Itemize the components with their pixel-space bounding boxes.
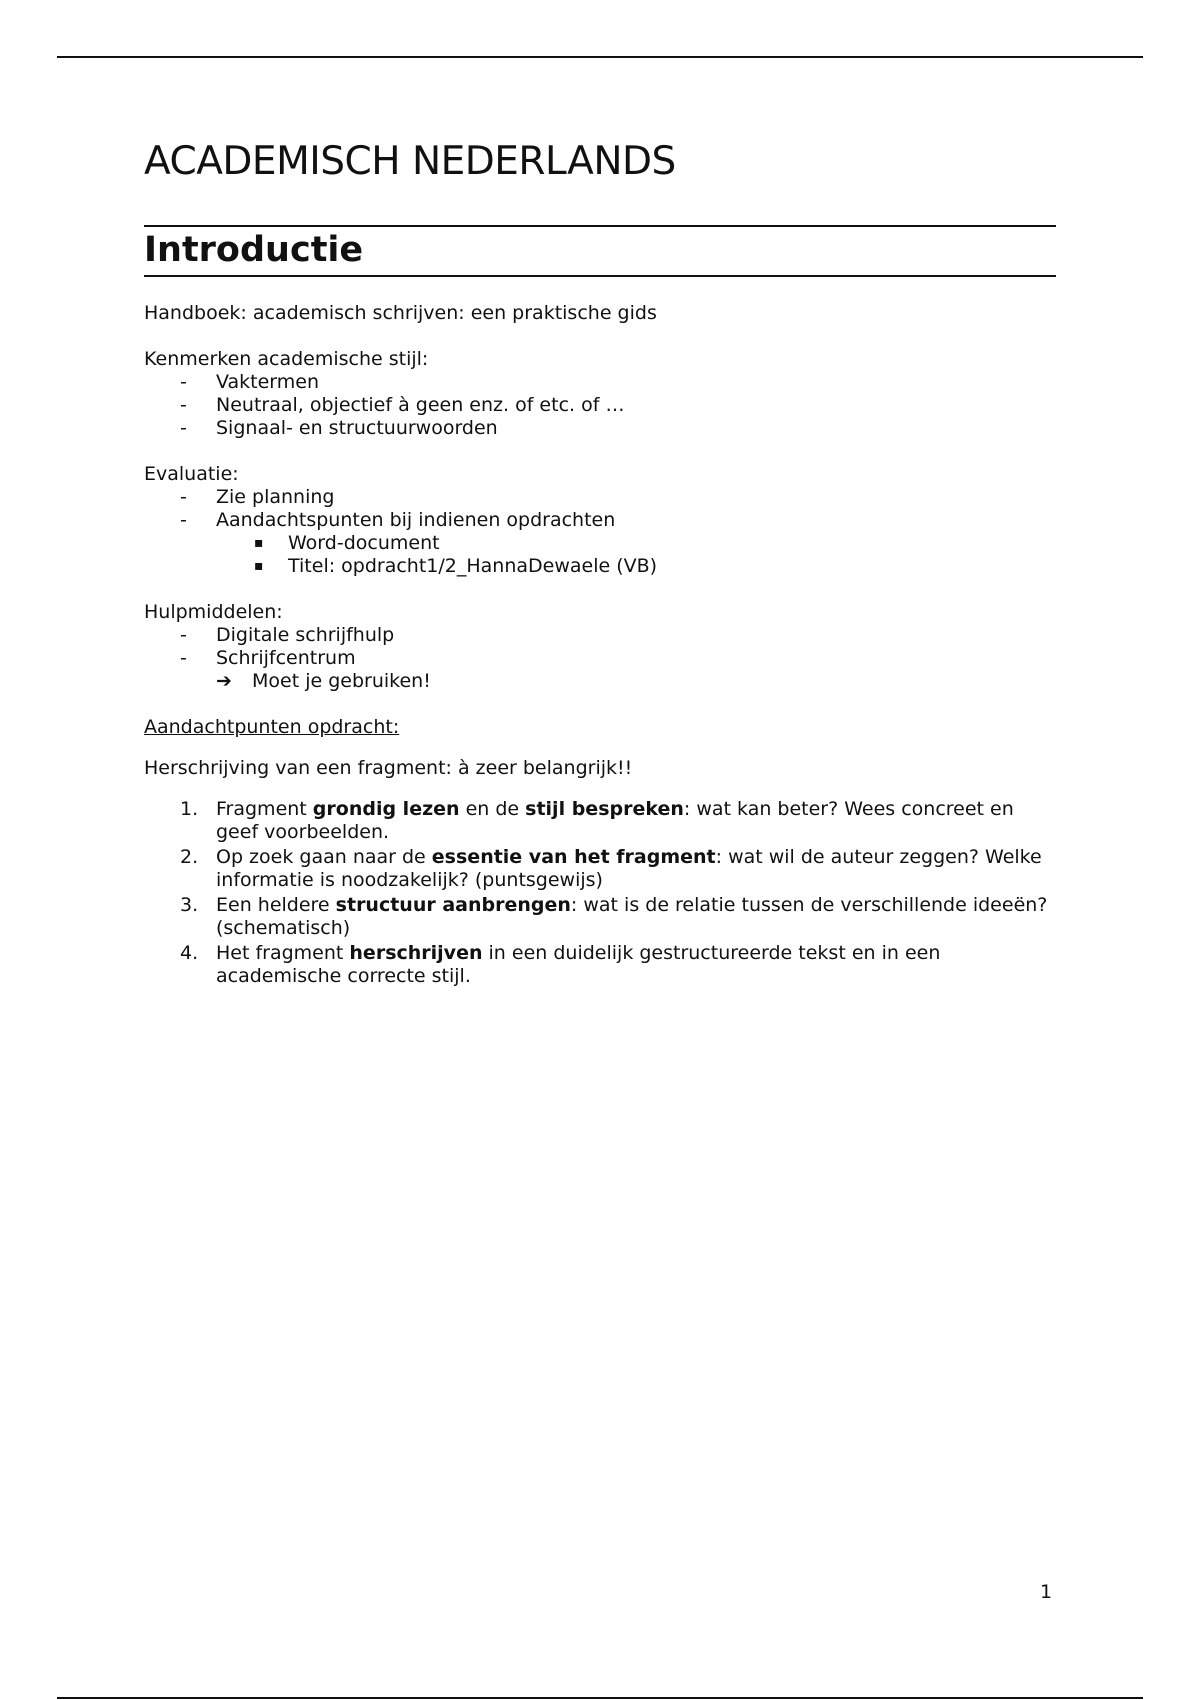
list-item [144, 532, 1056, 555]
hulpmiddelen-list [144, 624, 1056, 670]
list-item [144, 371, 1056, 394]
kenmerken-block [144, 348, 1056, 440]
evaluatie-list [144, 486, 1056, 532]
step-text: in een duidelijk gestructureerde tekst en in een academische correcte stijl. [216, 942, 941, 987]
dash-marker: - [180, 417, 187, 439]
arrow-note-text: Moet je gebruiken! [252, 670, 431, 692]
step-text: : wat kan beter? Wees concreet en geef voorbeelden. [216, 798, 1014, 843]
list-item-text: Word-document [288, 532, 440, 554]
list-item [144, 624, 1056, 647]
aandachtpunten-heading: Aandachtpunten opdracht: [144, 716, 400, 738]
herschrijving-line: Herschrijving van een fragment: à zeer belangrijk!! [144, 757, 633, 779]
list-item [144, 555, 1056, 578]
dash-marker: - [180, 394, 187, 416]
arrow-note [144, 670, 1056, 693]
footer-rule [57, 1697, 1143, 1699]
dash-marker: - [180, 624, 187, 646]
step-text: Een heldere [216, 894, 336, 916]
list-item-text: Signaal- en structuurwoorden [216, 417, 498, 439]
step-bold: stijl bespreken [525, 798, 684, 820]
step-number: 3. [180, 894, 199, 916]
section-heading: Introductie [144, 225, 1056, 277]
list-item [144, 417, 1056, 440]
list-item-text: Vaktermen [216, 371, 320, 393]
step-text: Fragment [216, 798, 313, 820]
step-number: 2. [180, 846, 199, 868]
evaluatie-label: Evaluatie: [144, 463, 239, 485]
square-bullet-icon: ▪ [254, 558, 264, 574]
step-bold: structuur aanbrengen [335, 894, 571, 916]
step-bold: herschrijven [349, 942, 483, 964]
list-item [144, 798, 1056, 844]
dash-marker: - [180, 486, 187, 508]
step-text: en de [459, 798, 526, 820]
list-item [144, 509, 1056, 532]
list-item-text: Aandachtspunten bij indienen opdrachten [216, 509, 616, 531]
list-item-text: Neutraal, objectief à geen enz. of etc. of … [216, 394, 625, 416]
step-text: : wat is de relatie tussen de verschillende ideeën? (schematisch) [216, 894, 1048, 939]
dash-marker: - [180, 509, 187, 531]
list-item [144, 394, 1056, 417]
list-item-text: Titel: opdracht1/2_HannaDewaele (VB) [288, 555, 658, 577]
step-bold: grondig lezen [312, 798, 460, 820]
step-number: 1. [180, 798, 199, 820]
list-item [144, 942, 1056, 988]
evaluatie-block [144, 463, 1056, 578]
step-text: Op zoek gaan naar de [216, 846, 432, 868]
list-item-text: Schrijfcentrum [216, 647, 356, 669]
dash-marker: - [180, 371, 187, 393]
document-title: ACADEMISCH NEDERLANDS [144, 139, 676, 184]
list-item [144, 486, 1056, 509]
page-number: 1 [1040, 1581, 1053, 1603]
list-item [144, 894, 1056, 940]
hulpmiddelen-block [144, 601, 1056, 693]
hulpmiddelen-label: Hulpmiddelen: [144, 601, 283, 623]
list-item [144, 647, 1056, 670]
step-text: : wat wil de auteur zeggen? Welke informatie is noodzakelijk? (puntsgewijs) [216, 846, 1042, 891]
step-bold: essentie van het fragment [431, 846, 716, 868]
handboek-line: Handboek: academisch schrijven: een praktische gids [144, 302, 657, 324]
step-text: Het fragment [216, 942, 350, 964]
list-item [144, 846, 1056, 892]
header-rule [57, 56, 1143, 58]
steps-list [144, 798, 1056, 988]
list-item-text: Zie planning [216, 486, 335, 508]
evaluatie-sublist [144, 532, 1056, 578]
list-item-text: Digitale schrijfhulp [216, 624, 395, 646]
square-bullet-icon: ▪ [254, 535, 264, 551]
kenmerken-label: Kenmerken academische stijl: [144, 348, 429, 370]
step-number: 4. [180, 942, 199, 964]
document-page [144, 135, 1056, 990]
dash-marker: - [180, 647, 187, 669]
kenmerken-list [144, 371, 1056, 440]
arrow-right-icon: ➔ [216, 670, 232, 692]
